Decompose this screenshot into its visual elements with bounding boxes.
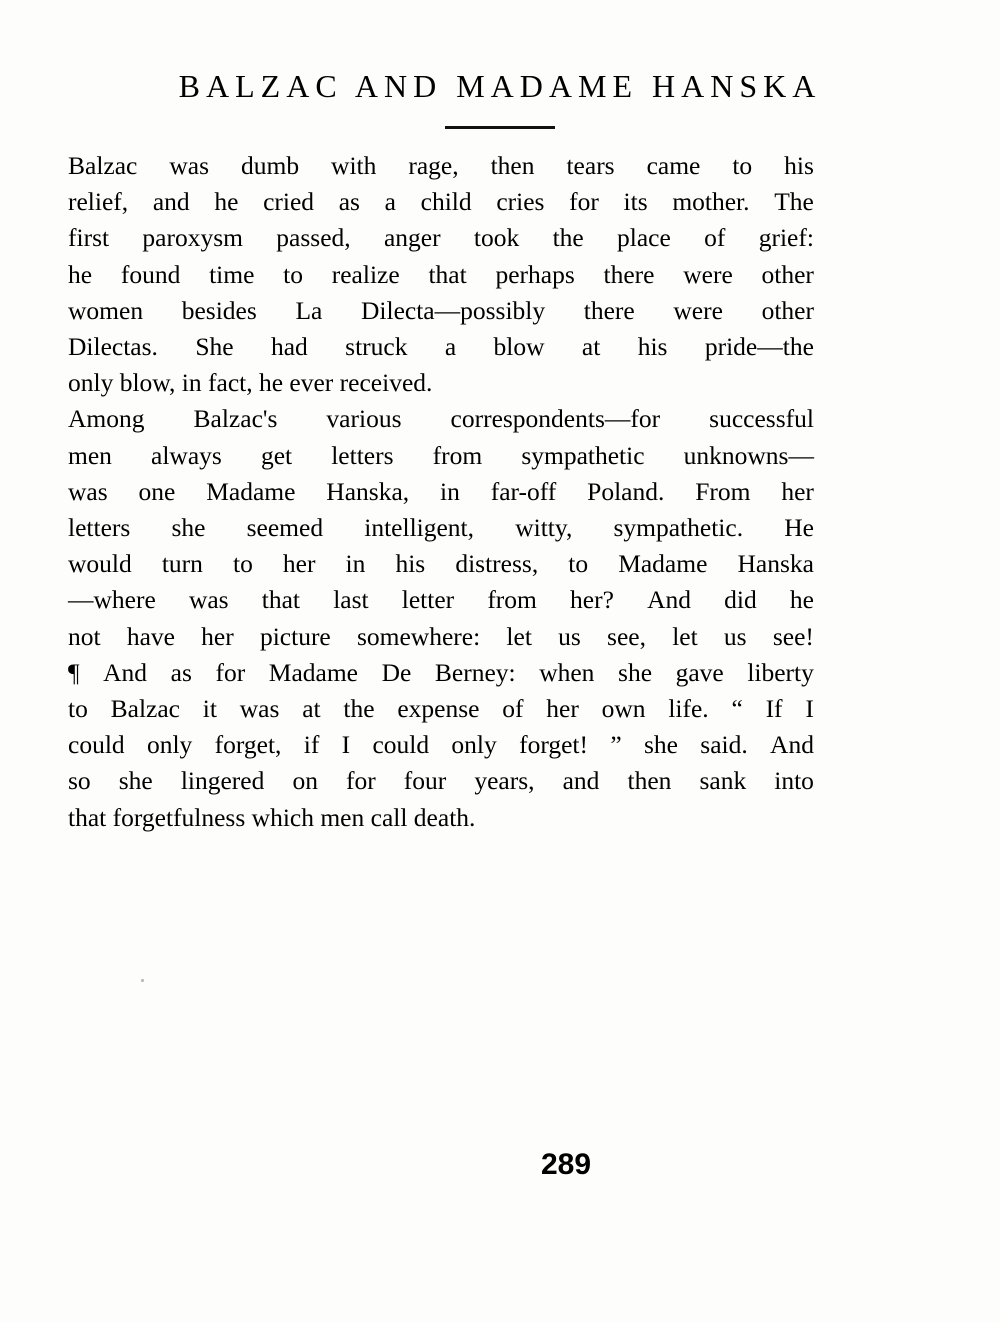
text-line: Among Balzac's various correspondents—for successful <box>68 404 814 434</box>
text-line: would turn to her in his distress, to Madame Hanska <box>68 549 814 579</box>
text-line: not have her picture somewhere: let us see, let us see! <box>68 621 814 651</box>
header-divider <box>445 126 555 129</box>
text-line: so she lingered on for four years, and then sank into <box>68 766 814 796</box>
text-line: Dilectas. She had struck a blow at his pride—the <box>68 332 814 362</box>
text-line: Balzac was dumb with rage, then tears came to his <box>68 151 814 180</box>
text-line: —where was that last letter from her? And did he <box>68 585 814 615</box>
page-body <box>68 148 814 836</box>
text-line: was one Madame Hanska, in far-off Poland. From her <box>68 476 814 506</box>
text-line: to Balzac it was at the expense of her own life. “ If I <box>68 694 814 724</box>
page-speck <box>141 979 144 982</box>
text-line: that forgetfulness which men call death. <box>68 802 476 832</box>
page-number <box>0 1148 1000 1182</box>
page-number-value: 289 <box>540 1148 592 1181</box>
text-line: letters she seemed intelligent, witty, sympathetic. He <box>68 513 814 543</box>
page-title: BALZAC AND MADAME HANSKA <box>178 68 822 104</box>
text-line: relief, and he cried as a child cries for its mother. The <box>68 187 814 217</box>
paragraph-3 <box>68 655 814 836</box>
text-line: women besides La Dilecta—possibly there were other <box>68 295 814 325</box>
text-line: only blow, in fact, he ever received. <box>68 368 433 398</box>
paragraph-1 <box>68 148 814 401</box>
text-line: first paroxysm passed, anger took the place of grief: <box>68 223 814 253</box>
paragraph-2 <box>68 401 814 654</box>
text-line: men always get letters from sympathetic unknowns— <box>68 440 814 470</box>
text-line: he found time to realize that perhaps there were other <box>68 259 814 289</box>
text-line: ¶ And as for Madame De Berney: when she gave liberty <box>68 657 814 687</box>
text-line: could only forget, if I could only forget! ” she said. And <box>68 730 814 760</box>
